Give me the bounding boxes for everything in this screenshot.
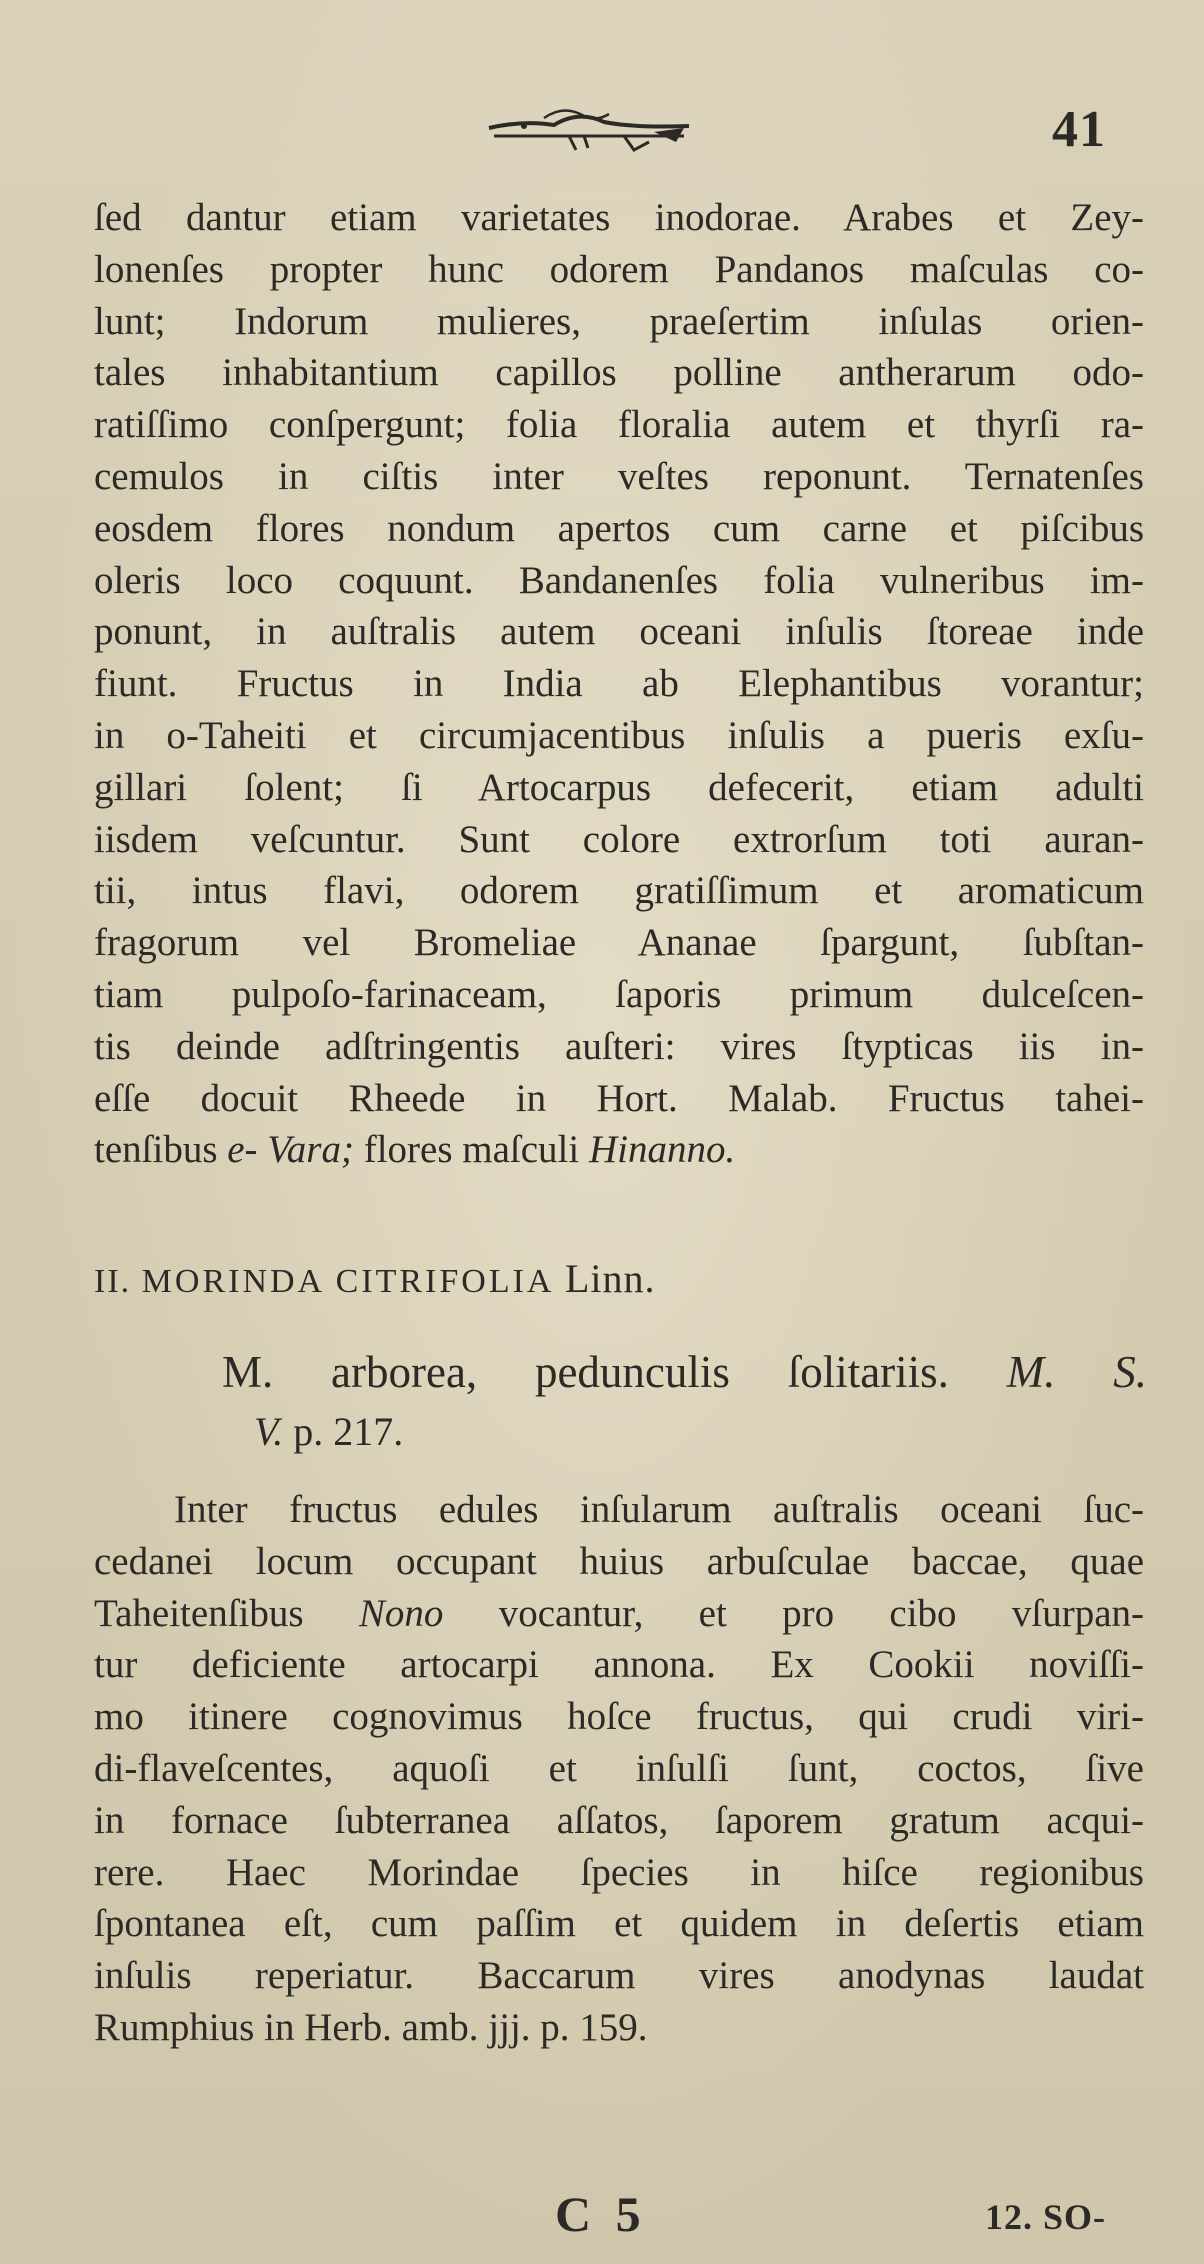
species-name: CITRIFOLIA — [335, 1263, 555, 1300]
text-fragment: Taheitenſibus — [94, 1591, 359, 1635]
text-line-last: Rumphius in Herb. amb. jjj. p. 159. — [94, 2005, 648, 2049]
text-line: tis deinde adſtringentis auſteri: vires ſtypticas iis in- — [94, 1024, 1144, 1068]
text-line: tur deficiente artocarpi annona. Ex Cookii noviſſi- — [94, 1643, 1144, 1687]
section-heading — [94, 1255, 656, 1302]
text-fragment: tenſibus — [94, 1128, 228, 1172]
text-line: tii, intus flavi, odorem gratiſſimum et aromaticum — [94, 869, 1144, 913]
text-line: mo itinere cognovimus hoſce fructus, qui crudi viri- — [94, 1695, 1144, 1739]
genus-name: MORINDA — [141, 1263, 326, 1300]
text-line: ratiſſimo conſpergunt; folia floralia autem et thyrſi ra- — [94, 403, 1144, 447]
diagnosis-line — [222, 1342, 1147, 1402]
text-line: eſſe docuit Rheede in Hort. Malab. Fructus tahei- — [94, 1076, 1144, 1120]
reference-abbreviation: M. S. — [1006, 1347, 1147, 1397]
text-line: di-flaveſcentes, aquoſi et inſulſi ſunt, coctos, ſive — [94, 1746, 1144, 1790]
text-line: eosdem flores nondum apertos cum carne et piſcibus — [94, 506, 1144, 550]
text-line: fiunt. Fructus in India ab Elephantibus vorantur; — [94, 662, 1144, 706]
text-line — [94, 1588, 1144, 1640]
reference-abbreviation: V. — [254, 1409, 284, 1454]
text-line: inſulis reperiatur. Baccarum vires anodynas laudat — [94, 1954, 1144, 1998]
text-line: tiam pulpoſo-farinaceam, ſaporis primum dulceſcen- — [94, 972, 1144, 1016]
text-line-last — [94, 1124, 1144, 1176]
paragraph-morinda — [94, 1484, 1144, 2054]
catchword: 12. SO- — [985, 2197, 1107, 2237]
diagnosis-line — [222, 1402, 1147, 1462]
text-line: cemulos in ciſtis inter veſtes reponunt. Ternatenſes — [94, 454, 1144, 498]
text-line: cedanei locum occupant huius arbuſculae baccae, quae — [94, 1539, 1144, 1583]
text-line: lunt; Indorum mulieres, praeſertim inſulas orien- — [94, 299, 1144, 343]
text-line: Inter fructus edules inſularum auſtralis oceani ſuc- — [174, 1488, 1144, 1531]
native-name-nono: Nono — [358, 1591, 444, 1635]
text-line: lonenſes propter hunc odorem Pandanos maſculas co- — [94, 247, 1144, 291]
text-line: ſed dantur etiam varietates inodorae. Arabes et Zey- — [94, 196, 1144, 239]
text-line: iisdem veſcuntur. Sunt colore extrorſum toti auran- — [94, 817, 1144, 861]
paragraph-pandanus — [94, 192, 1144, 1176]
text-line: rere. Haec Morindae ſpecies in hiſce regionibus — [94, 1850, 1144, 1894]
section-number: II. — [94, 1263, 132, 1300]
native-name-hinanno: Hinanno. — [588, 1128, 736, 1172]
ornament-rule-icon — [484, 98, 694, 154]
text-line: fragorum vel Bromeliae Ananae ſpargunt, ſubſtan- — [94, 921, 1144, 965]
author-abbreviation: Linn. — [565, 1256, 656, 1301]
text-fragment: vocantur, et pro cibo vſurpan- — [443, 1591, 1144, 1635]
text-line: in fornace ſubterranea aſſatos, ſaporem gratum acqui- — [94, 1798, 1144, 1842]
text-line: tales inhabitantium capillos polline antherarum odo- — [94, 351, 1144, 395]
text-line: gillari ſolent; ſi Artocarpus defecerit, etiam adulti — [94, 765, 1144, 809]
text-line: ſpontanea eſt, cum paſſim et quidem in deſertis etiam — [94, 1902, 1144, 1946]
text-fragment: flores maſculi — [353, 1128, 589, 1172]
page-reference: p. 217. — [293, 1409, 404, 1454]
text-line: ponunt, in auſtralis autem oceani inſulis ſtoreae inde — [94, 610, 1144, 654]
species-diagnosis — [222, 1342, 1147, 1462]
signature-mark: C 5 — [555, 2186, 647, 2242]
text-line: in o-Taheiti et circumjacentibus inſulis a pueris exſu- — [94, 713, 1144, 757]
diagnosis-text: M. arborea, pedunculis ſolitariis. — [222, 1347, 949, 1397]
text-line: oleris loco coquunt. Bandanenſes folia vulneribus im- — [94, 558, 1144, 602]
native-name-vara: e- Vara; — [227, 1128, 354, 1172]
page-number: 41 — [1052, 101, 1106, 158]
